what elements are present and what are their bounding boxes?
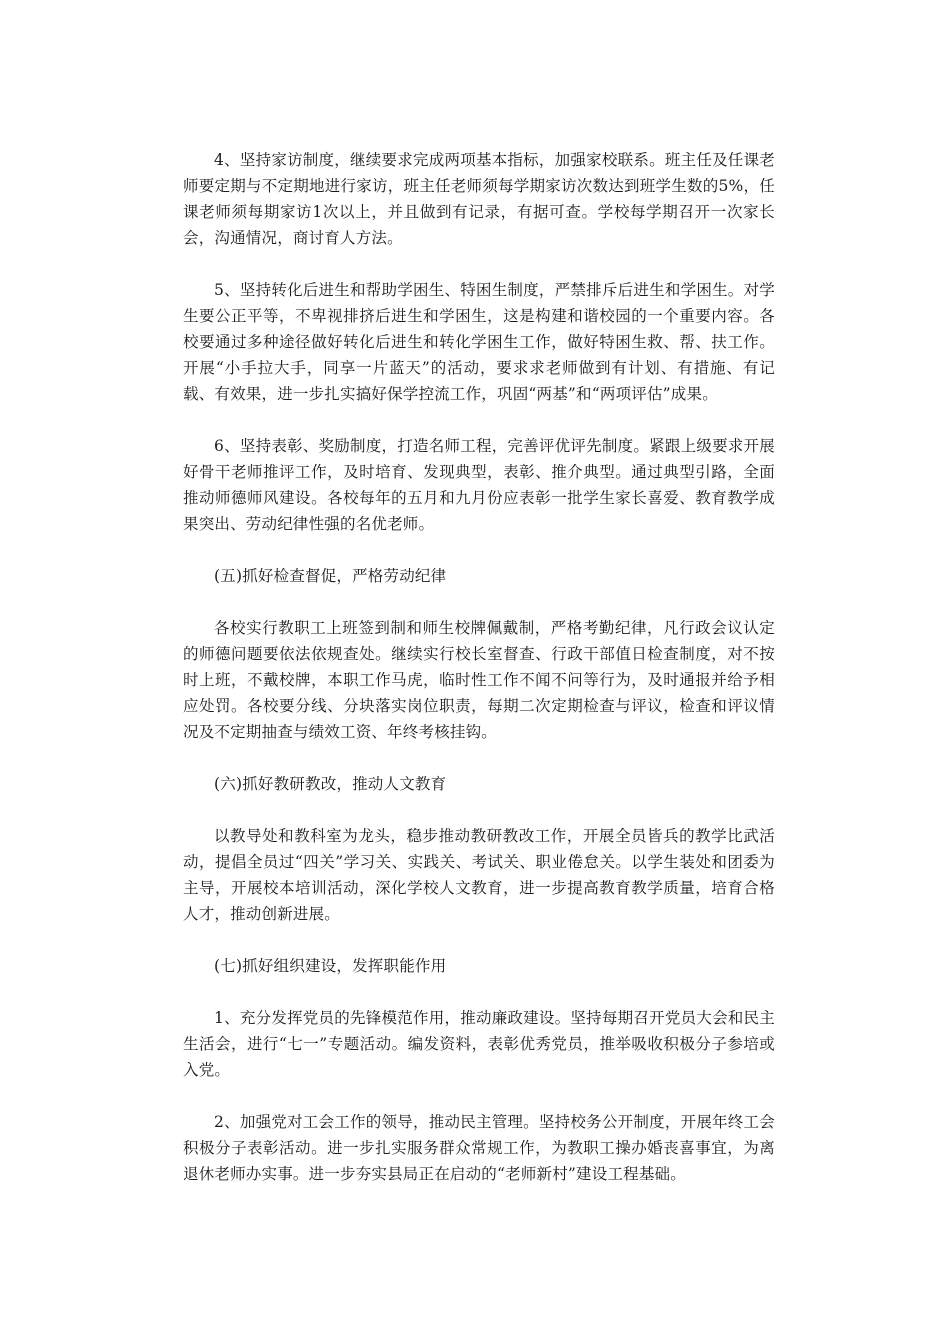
section-heading-teaching-research: (六)抓好教研教改，推动人文教育 (214, 775, 447, 793)
paragraph-trade-union: 2、加强党对工会工作的领导，推动民主管理。坚持校务公开制度，开展年终工会积极分子表彰活动。进一步扎实服务群众常规工作，为教职工操办婚丧喜事宜，为离退休老师办实事。进一步夯实县局正在启动的“老师新村”建设工程基础。 (183, 1113, 775, 1183)
paragraph-home-visit: 4、坚持家访制度，继续要求完成两项基本指标，加强家校联系。班主任及任课老师要定期与不定期地进行家访，班主任老师须每学期家访次数达到班学生数的5%，任课老师须每期家访1次以上，并且做到有记录，有据可查。学校每学期召开一次家长会，沟通情况，商讨育人方法。 (183, 151, 775, 247)
section-heading-inspection: (五)抓好检查督促，严格劳动纪律 (214, 567, 447, 585)
section-heading-organization: (七)抓好组织建设，发挥职能作用 (214, 957, 447, 975)
paragraph-party-members: 1、充分发挥党员的先锋模范作用，推动廉政建设。坚持每期召开党员大会和民主生活会，进行“七一”专题活动。编发资料，表彰优秀党员，推举吸收积极分子参培或入党。 (183, 1009, 775, 1079)
paragraph-underachiever-support: 5、坚持转化后进生和帮助学困生、特困生制度，严禁排斥后进生和学困生。对学生要公正平等，不卑视排挤后进生和学困生，这是构建和谐校园的一个重要内容。各校要通过多种途径做好转化后进生和转化学困生工作，做好特困生救、帮、扶工作。开展“小手拉大手，同享一片蓝天”的活动，要求求老师做到有计划、有措施、有记载、有效果，进一步扎实搞好保学控流工作，巩固“两基”和“两项评估”成果。 (183, 281, 775, 403)
paragraph-teaching-research: 以教导处和教科室为龙头，稳步推动教研教改工作，开展全员皆兵的教学比武活动，提倡全员过“四关”学习关、实践关、考试关、职业倦怠关。以学生装处和团委为主导，开展校本培训活动，深化学校人文教育，进一步提高教育教学质量，培育合格人才，推动创新进展。 (183, 827, 775, 923)
paragraph-commendation: 6、坚持表彰、奖励制度，打造名师工程，完善评优评先制度。紧跟上级要求开展好骨干老师推评工作，及时培育、发现典型，表彰、推介典型。通过典型引路，全面推动师德师风建设。各校每年的五月和九月份应表彰一批学生家长喜爱、教育教学成果突出、劳动纪律性强的名优老师。 (183, 437, 775, 533)
document-body (183, 147, 775, 1187)
paragraph-attendance: 各校实行教职工上班签到制和师生校牌佩戴制，严格考勤纪律，凡行政会议认定的师德问题要依法依规查处。继续实行校长室督查、行政干部值日检查制度，对不按时上班，不戴校牌，本职工作马虎，临时性工作不闻不问等行为，及时通报并给予相应处罚。各校要分线、分块落实岗位职责，每期二次定期检查与评议，检查和评议情况及不定期抽查与绩效工资、年终考核挂钩。 (183, 619, 775, 741)
